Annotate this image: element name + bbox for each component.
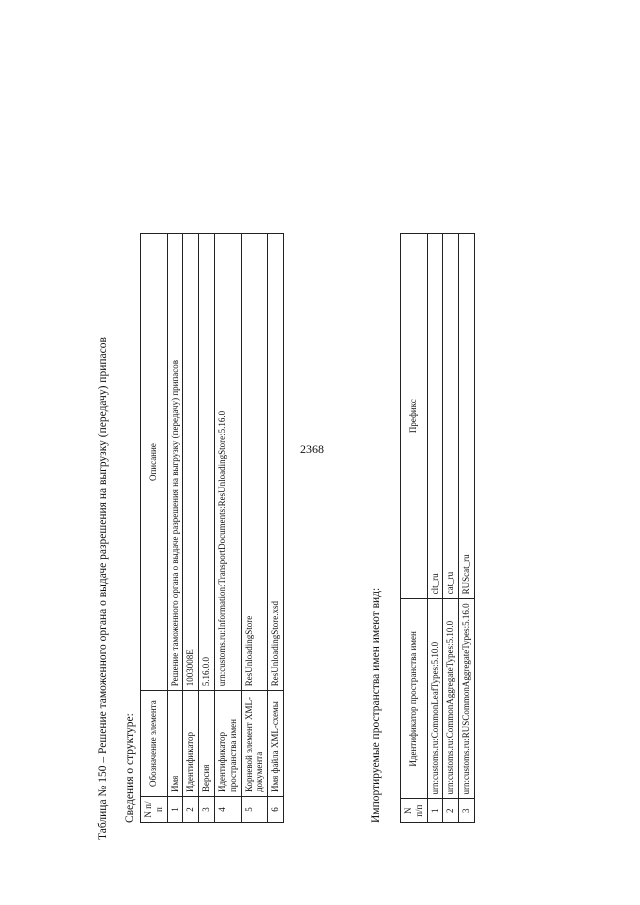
row-number: 3 — [199, 797, 215, 823]
header-cell: Идентификатор пространства имен — [401, 599, 428, 799]
element-name: Имя — [167, 691, 183, 797]
element-description: Решение таможенного органа о выдаче разрешения на выгрузку (передачу) припасов — [167, 234, 183, 691]
imports-header-row — [401, 234, 428, 823]
header-cell: N п/п — [141, 797, 168, 823]
structure-header-row — [141, 234, 168, 823]
header-cell: Обозначение элемента — [141, 691, 168, 797]
header-cell: Описание — [141, 234, 168, 691]
row-number: 2 — [183, 797, 199, 823]
namespace-prefix: clt_ru — [427, 234, 443, 599]
header-cell: N п/п — [401, 799, 428, 823]
element-description: ResUnloadingStore.xsd — [268, 234, 284, 691]
table-row — [268, 234, 284, 823]
element-description: 1003008E — [183, 234, 199, 691]
table-row — [214, 234, 241, 823]
table-row — [241, 234, 268, 823]
table-row — [183, 234, 199, 823]
table-row — [427, 234, 443, 823]
table-row — [443, 234, 459, 823]
row-number: 2 — [443, 799, 459, 823]
table-row — [199, 234, 215, 823]
element-description: 5.16.0.0 — [199, 234, 215, 691]
element-name: Имя файла XML-схемы — [268, 691, 284, 797]
imports-heading: Импортируемые пространства имен имеют вид: — [370, 587, 382, 823]
row-number: 6 — [268, 797, 284, 823]
page-number: 2368 — [300, 442, 324, 456]
structure-table — [140, 233, 284, 823]
row-number: 3 — [459, 799, 475, 823]
namespace-prefix: cat_ru — [443, 234, 459, 599]
element-description: ResUnloadingStore — [241, 234, 268, 691]
structure-heading: Сведения о структуре: — [124, 713, 136, 823]
element-description: urn:customs.ru:Information:TransportDocuments:ResUnloadingStore:5.16.0 — [214, 234, 241, 691]
namespace-prefix: RUScat_ru — [459, 234, 475, 599]
imports-table — [400, 233, 475, 823]
table-row — [167, 234, 183, 823]
row-number: 5 — [241, 797, 268, 823]
namespace-id: urn:customs.ru:CommonAggregateTypes:5.10.0 — [443, 599, 459, 799]
row-number: 1 — [427, 799, 443, 823]
element-name: Идентификатор пространства имен — [214, 691, 241, 797]
namespace-id: urn:customs.ru:CommonLeafTypes:5.10.0 — [427, 599, 443, 799]
row-number: 1 — [167, 797, 183, 823]
header-cell: Префикс — [401, 234, 428, 599]
table-row — [459, 234, 475, 823]
element-name: Идентификатор — [183, 691, 199, 797]
element-name: Корневой элемент XML-документа — [241, 691, 268, 797]
row-number: 4 — [214, 797, 241, 823]
namespace-id: urn:customs.ru:RUSCommonAggregateTypes:5.16.0 — [459, 599, 475, 799]
element-name: Версия — [199, 691, 215, 797]
table-title: Таблица № 150 – Решение таможенного органа о выдаче разрешения на выгрузку (передачу) припасов — [97, 337, 109, 840]
